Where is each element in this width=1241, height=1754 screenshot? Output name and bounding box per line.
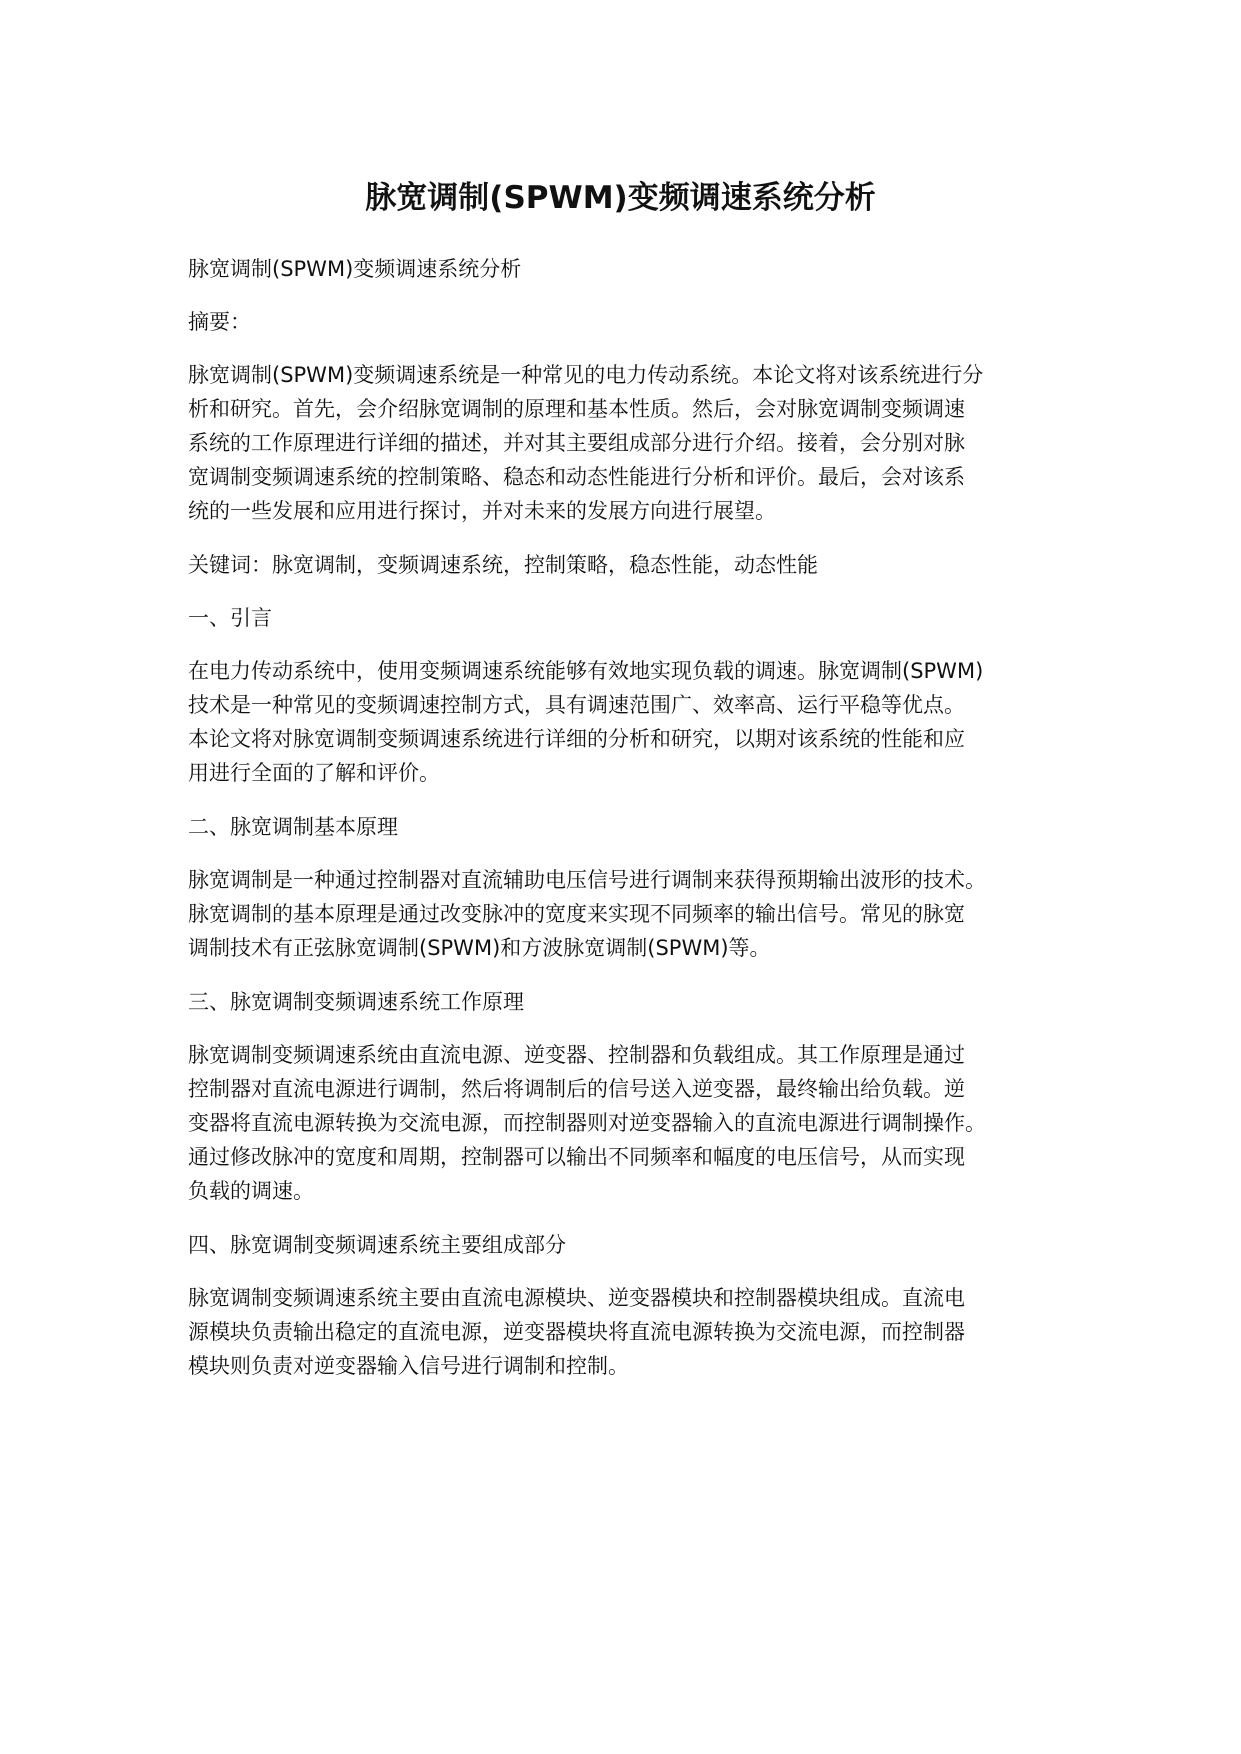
abstract-line: 宽调制变频调速系统的控制策略、稳态和动态性能进行分析和评价。最后，会对该系 <box>188 465 965 489</box>
section-line: 脉宽调制的基本原理是通过改变脉冲的宽度来实现不同频率的输出信号。常见的脉宽 <box>188 902 965 926</box>
section-line: 脉宽调制变频调速系统由直流电源、逆变器、控制器和负载组成。其工作原理是通过 <box>188 1043 965 1067</box>
abstract-line: 析和研究。首先，会介绍脉宽调制的原理和基本性质。然后，会对脉宽调制变频调速 <box>188 397 965 421</box>
section-heading: 二、脉宽调制基本原理 <box>188 815 398 839</box>
section-heading: 四、脉宽调制变频调速系统主要组成部分 <box>188 1233 566 1257</box>
section-line: 变器将直流电源转换为交流电源，而控制器则对逆变器输入的直流电源进行调制操作。 <box>188 1111 986 1135</box>
section-line: 模块则负责对逆变器输入信号进行调制和控制。 <box>188 1354 629 1378</box>
document-subtitle: 脉宽调制(SPWM)变频调速系统分析 <box>188 257 522 281</box>
section-line: 脉宽调制变频调速系统主要由直流电源模块、逆变器模块和控制器模块组成。直流电 <box>188 1286 965 1310</box>
keywords: 关键词：脉宽调制，变频调速系统，控制策略，稳态性能，动态性能 <box>188 553 818 577</box>
section-line: 源模块负责输出稳定的直流电源，逆变器模块将直流电源转换为交流电源，而控制器 <box>188 1320 965 1344</box>
section-line: 通过修改脉冲的宽度和周期，控制器可以输出不同频率和幅度的电压信号，从而实现 <box>188 1145 965 1169</box>
section-line: 负载的调速。 <box>188 1179 314 1203</box>
section-line: 脉宽调制是一种通过控制器对直流辅助电压信号进行调制来获得预期输出波形的技术。 <box>188 868 986 892</box>
abstract-line: 脉宽调制(SPWM)变频调速系统是一种常见的电力传动系统。本论文将对该系统进行分 <box>188 363 984 387</box>
section-line: 调制技术有正弦脉宽调制(SPWM)和方波脉宽调制(SPWM)等。 <box>188 936 771 960</box>
document-title: 脉宽调制(SPWM)变频调速系统分析 <box>365 180 876 216</box>
abstract-line: 系统的工作原理进行详细的描述，并对其主要组成部分进行介绍。接着，会分别对脉 <box>188 431 965 455</box>
section-line: 在电力传动系统中，使用变频调速系统能够有效地实现负载的调速。脉宽调制(SPWM) <box>188 659 984 683</box>
section-heading: 三、脉宽调制变频调速系统工作原理 <box>188 990 524 1014</box>
section-line: 用进行全面的了解和评价。 <box>188 761 440 785</box>
abstract-label: 摘要： <box>188 310 251 334</box>
abstract-line: 统的一些发展和应用进行探讨，并对未来的发展方向进行展望。 <box>188 499 776 523</box>
section-line: 本论文将对脉宽调制变频调速系统进行详细的分析和研究，以期对该系统的性能和应 <box>188 727 965 751</box>
section-heading: 一、引言 <box>188 606 272 630</box>
section-line: 控制器对直流电源进行调制，然后将调制后的信号送入逆变器，最终输出给负载。逆 <box>188 1077 965 1101</box>
section-line: 技术是一种常见的变频调速控制方式，具有调速范围广、效率高、运行平稳等优点。 <box>188 693 965 717</box>
